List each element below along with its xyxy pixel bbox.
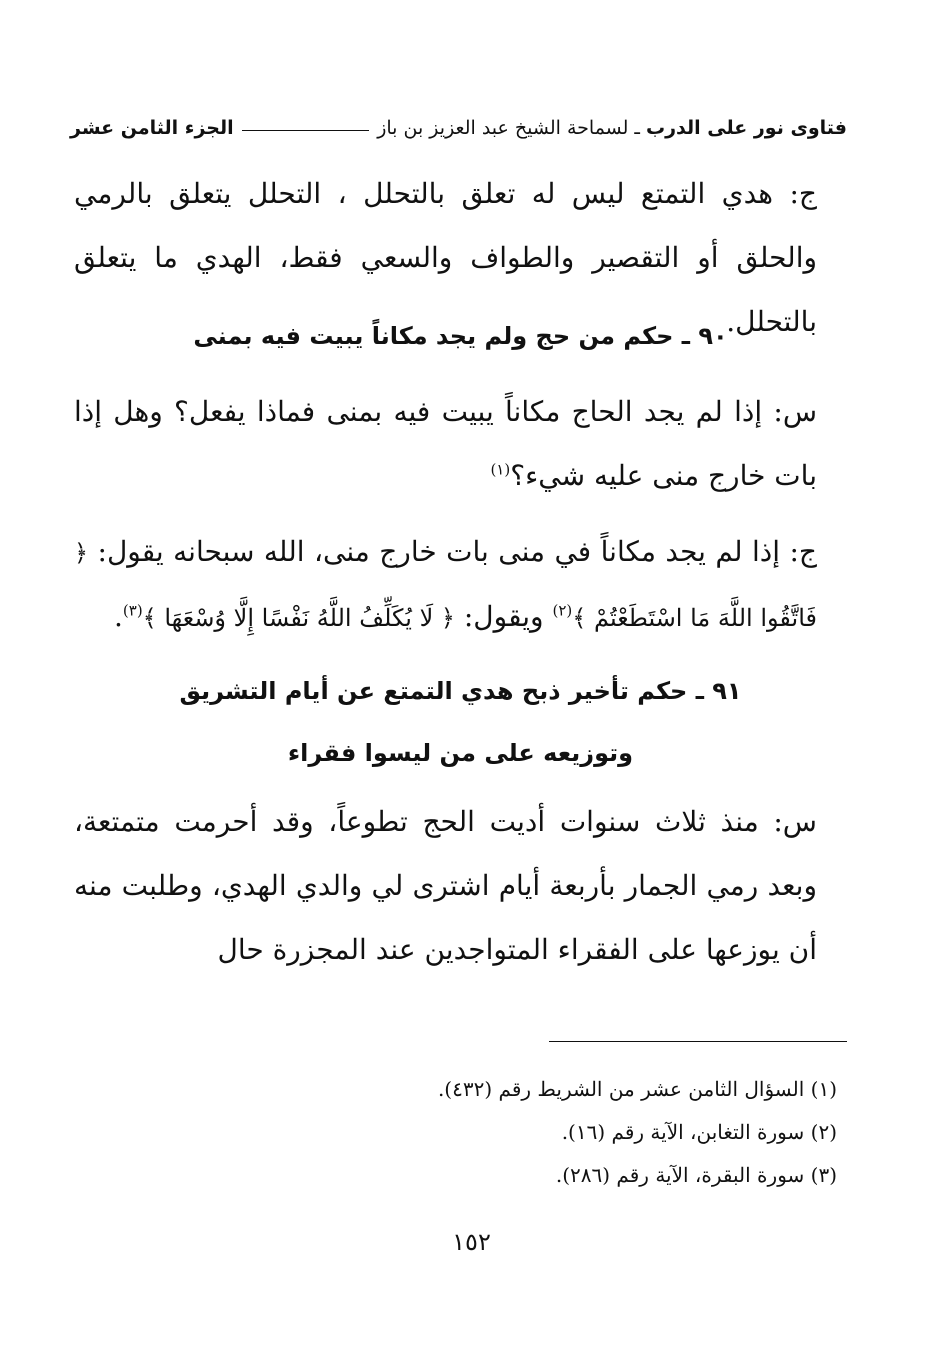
footnotes bbox=[74, 1068, 837, 1197]
page-number: ١٥٢ bbox=[452, 1228, 491, 1256]
header-part: الجزء الثامن عشر bbox=[70, 117, 234, 139]
quran-verse-2: ﴿ لَا يُكَلِّفُ اللَّهُ نَفْسًا إِلَّا وُسْعَهَا ﴾ bbox=[142, 604, 455, 632]
footnote-ref-1: (١) bbox=[490, 460, 511, 479]
footnote-2: (٢) سورة التغابن، الآية رقم (١٦). bbox=[561, 1120, 837, 1144]
previous-answer: ج: هدي التمتع ليس له تعلق بالتحلل ، التحلل يتعلق بالرمي والحلق أو التقصير والطواف والسعي فقط، الهدي ما يتعلق بالتحلل. bbox=[74, 177, 817, 338]
header-book-title: فتاوى نور على الدرب bbox=[646, 117, 847, 139]
section-91-question: س: منذ ثلاث سنوات أديت الحج تطوعاً، وقد أحرمت متمتعة، وبعد رمي الجمار بأربعة أيام اشترى لي والدي الهدي، وطلبت منه أن يوزعها على الفقراء المتواجدين عند المجزرة حال bbox=[74, 805, 817, 966]
footnote-3: (٣) سورة البقرة، الآية رقم (٢٨٦). bbox=[555, 1163, 837, 1187]
header-separator: ـ bbox=[634, 117, 640, 139]
section-90-heading: ٩٠ ـ حكم من حج ولم يجد مكاناً يبيت فيه بمنى bbox=[193, 322, 728, 350]
section-91-heading bbox=[74, 660, 847, 784]
footnote-divider bbox=[549, 1041, 847, 1042]
section-91-heading-line-2: وتوزيعه على من ليسوا فقراء bbox=[287, 739, 634, 767]
section-90-answer-intro: ج: إذا لم يجد مكاناً في منى بات خارج منى، الله سبحانه يقول: bbox=[97, 535, 817, 568]
section-90-question bbox=[74, 380, 817, 508]
header-rule bbox=[242, 130, 370, 131]
and-says-text: ويقول: bbox=[463, 600, 544, 633]
header-author: لسماحة الشيخ عبد العزيز بن باز bbox=[377, 117, 629, 139]
footnote-1: (١) السؤال الثامن عشر من الشريط رقم (٤٣٢). bbox=[437, 1077, 837, 1101]
footnote-ref-2: (٢) bbox=[552, 601, 573, 620]
section-90-answer bbox=[74, 520, 817, 650]
section-90-question-text: س: إذا لم يجد الحاج مكاناً يبيت فيه بمنى فماذا يفعل؟ وهل إذا بات خارج منى عليه شيء؟ bbox=[74, 395, 817, 492]
running-header bbox=[70, 108, 847, 148]
sentence-end-mark: . bbox=[113, 600, 123, 633]
quran-verse-1: ﴿ فَاتَّقُوا اللَّهَ مَا اسْتَطَعْتُمْ ﴾ bbox=[74, 539, 817, 632]
section-91-heading-line-1: ٩١ ـ حكم تأخير ذبح هدي التمتع عن أيام التشريق bbox=[179, 677, 742, 705]
footnote-ref-3: (٣) bbox=[122, 601, 143, 620]
